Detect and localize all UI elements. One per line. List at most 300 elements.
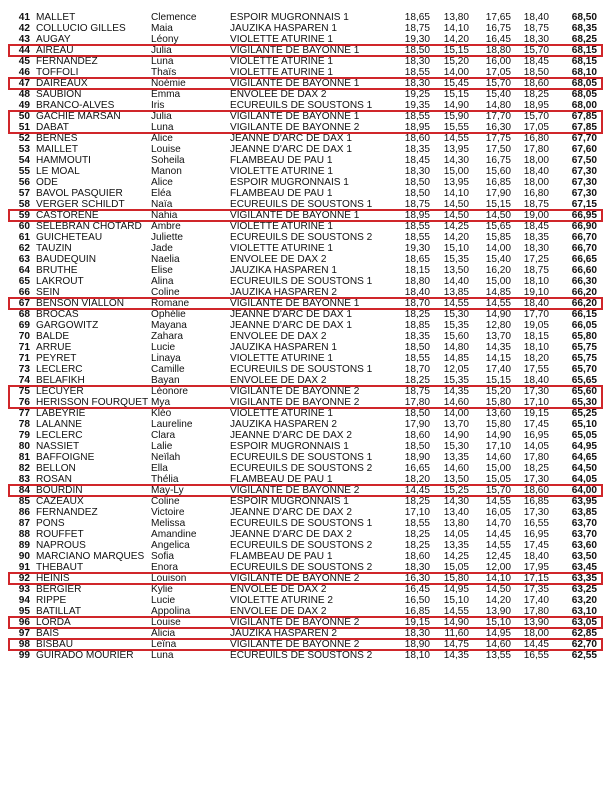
- last-name-cell: BAIS: [36, 628, 60, 639]
- club-cell: VIOLETTE ATURINE 1: [230, 56, 334, 67]
- total-cell: 64,65: [571, 452, 597, 463]
- rank-cell: 69: [18, 320, 30, 331]
- rank-cell: 45: [18, 56, 30, 67]
- total-cell: 65,80: [571, 331, 597, 342]
- score-2-cell: 15,45: [443, 78, 469, 89]
- rank-cell: 68: [18, 309, 30, 320]
- last-name-cell: LALANNE: [36, 419, 83, 430]
- table-row: [0, 364, 610, 375]
- rank-cell: 90: [18, 551, 30, 562]
- table-row: [0, 463, 610, 474]
- first-name-cell: Maia: [151, 23, 173, 34]
- table-row-highlighted: [0, 210, 610, 221]
- first-name-cell: Ophélie: [151, 309, 186, 320]
- first-name-cell: Laureline: [151, 419, 193, 430]
- club-cell: VIOLETTE ATURINE 1: [230, 34, 334, 45]
- club-cell: ECUREUILS DE SOUSTONS 2: [230, 540, 373, 551]
- score-3-cell: 15,70: [485, 485, 511, 496]
- total-cell: 66,90: [571, 221, 597, 232]
- score-1-cell: 18,30: [404, 56, 430, 67]
- score-1-cell: 18,45: [404, 155, 430, 166]
- total-cell: 68,15: [571, 56, 597, 67]
- score-4-cell: 17,30: [523, 507, 549, 518]
- score-3-cell: 15,70: [485, 78, 511, 89]
- club-cell: ENVOLEE DE DAX 2: [230, 375, 327, 386]
- rank-cell: 94: [18, 595, 30, 606]
- first-name-cell: Coline: [151, 287, 180, 298]
- last-name-cell: PEYRET: [36, 353, 77, 364]
- rank-cell: 58: [18, 199, 30, 210]
- last-name-cell: CASTORENE: [36, 210, 99, 221]
- score-4-cell: 17,70: [523, 309, 549, 320]
- last-name-cell: LECUYER: [36, 386, 84, 397]
- table-row: [0, 133, 610, 144]
- table-row: [0, 243, 610, 254]
- last-name-cell: LABEYRIE: [36, 408, 86, 419]
- score-4-cell: 17,40: [523, 595, 549, 606]
- rank-cell: 44: [18, 45, 30, 56]
- last-name-cell: ODE: [36, 177, 58, 188]
- score-3-cell: 16,85: [485, 177, 511, 188]
- last-name-cell: GUICHETEAU: [36, 232, 103, 243]
- club-cell: VIGILANTE DE BAYONNE 2: [230, 122, 360, 133]
- table-row: [0, 144, 610, 155]
- last-name-cell: VERGER SCHILDT: [36, 199, 125, 210]
- score-2-cell: 13,40: [443, 507, 469, 518]
- table-row: [0, 221, 610, 232]
- total-cell: 63,25: [571, 584, 597, 595]
- first-name-cell: Leïna: [151, 639, 177, 650]
- score-1-cell: 18,35: [404, 144, 430, 155]
- last-name-cell: BAVOL PASQUIER: [36, 188, 123, 199]
- table-row: [0, 452, 610, 463]
- club-cell: ENVOLEE DE DAX 2: [230, 331, 327, 342]
- first-name-cell: Julia: [151, 111, 172, 122]
- table-row: [0, 254, 610, 265]
- first-name-cell: Louise: [151, 617, 181, 628]
- last-name-cell: RIPPE: [36, 595, 67, 606]
- score-3-cell: 17,65: [485, 12, 511, 23]
- score-3-cell: 13,90: [485, 606, 511, 617]
- rank-cell: 59: [18, 210, 30, 221]
- rank-cell: 75: [18, 386, 30, 397]
- score-3-cell: 13,55: [485, 650, 511, 661]
- score-1-cell: 18,30: [404, 628, 430, 639]
- score-1-cell: 18,55: [404, 232, 430, 243]
- score-4-cell: 19,10: [523, 287, 549, 298]
- score-3-cell: 17,50: [485, 144, 511, 155]
- score-2-cell: 14,60: [443, 397, 469, 408]
- score-3-cell: 16,20: [485, 265, 511, 276]
- score-4-cell: 18,35: [523, 232, 549, 243]
- score-4-cell: 16,80: [523, 188, 549, 199]
- score-1-cell: 18,70: [404, 364, 430, 375]
- total-cell: 67,85: [571, 111, 597, 122]
- total-cell: 66,05: [571, 320, 597, 331]
- score-1-cell: 17,10: [404, 507, 430, 518]
- score-3-cell: 17,90: [485, 188, 511, 199]
- score-1-cell: 18,70: [404, 298, 430, 309]
- score-2-cell: 15,35: [443, 375, 469, 386]
- total-cell: 64,50: [571, 463, 597, 474]
- score-1-cell: 17,90: [404, 419, 430, 430]
- total-cell: 63,05: [571, 617, 597, 628]
- rank-cell: 48: [18, 89, 30, 100]
- last-name-cell: AUGAY: [36, 34, 71, 45]
- club-cell: VIOLETTE ATURINE 1: [230, 67, 334, 78]
- total-cell: 66,70: [571, 232, 597, 243]
- last-name-cell: LORDA: [36, 617, 71, 628]
- club-cell: ECUREUILS DE SOUSTONS 2: [230, 232, 373, 243]
- club-cell: ECUREUILS DE SOUSTONS 2: [230, 562, 373, 573]
- score-1-cell: 18,50: [404, 188, 430, 199]
- total-cell: 68,15: [571, 45, 597, 56]
- first-name-cell: Eléa: [151, 188, 172, 199]
- score-1-cell: 18,75: [404, 386, 430, 397]
- last-name-cell: LECLERC: [36, 364, 83, 375]
- rank-cell: 71: [18, 353, 30, 364]
- score-1-cell: 18,65: [404, 254, 430, 265]
- table-row-highlighted: [0, 386, 610, 397]
- score-2-cell: 14,60: [443, 463, 469, 474]
- score-2-cell: 14,90: [443, 430, 469, 441]
- score-3-cell: 13,60: [485, 408, 511, 419]
- score-4-cell: 14,05: [523, 441, 549, 452]
- club-cell: JAUZIKA HASPAREN 2: [230, 287, 337, 298]
- first-name-cell: Noémie: [151, 78, 186, 89]
- rank-cell: 78: [18, 419, 30, 430]
- score-4-cell: 17,30: [523, 474, 549, 485]
- score-1-cell: 18,80: [404, 276, 430, 287]
- score-4-cell: 15,70: [523, 45, 549, 56]
- score-3-cell: 15,05: [485, 474, 511, 485]
- first-name-cell: Alina: [151, 276, 174, 287]
- score-4-cell: 14,45: [523, 639, 549, 650]
- score-2-cell: 14,75: [443, 639, 469, 650]
- score-3-cell: 14,55: [485, 298, 511, 309]
- score-3-cell: 14,45: [485, 529, 511, 540]
- score-2-cell: 15,35: [443, 320, 469, 331]
- score-1-cell: 18,65: [404, 12, 430, 23]
- table-row: [0, 276, 610, 287]
- club-cell: VIOLETTE ATURINE 1: [230, 166, 334, 177]
- club-cell: ECUREUILS DE SOUSTONS 1: [230, 100, 373, 111]
- table-row-highlighted: [0, 397, 610, 408]
- club-cell: ECUREUILS DE SOUSTONS 2: [230, 650, 373, 661]
- total-cell: 65,70: [571, 364, 597, 375]
- score-2-cell: 13,70: [443, 419, 469, 430]
- score-2-cell: 15,15: [443, 45, 469, 56]
- total-cell: 63,85: [571, 507, 597, 518]
- club-cell: JEANNE D'ARC DE DAX 2: [230, 430, 352, 441]
- first-name-cell: Alicia: [151, 628, 176, 639]
- first-name-cell: Camille: [151, 364, 185, 375]
- score-4-cell: 17,80: [523, 452, 549, 463]
- rank-cell: 76: [18, 397, 30, 408]
- score-1-cell: 18,55: [404, 67, 430, 78]
- score-2-cell: 14,25: [443, 221, 469, 232]
- score-4-cell: 18,20: [523, 353, 549, 364]
- score-4-cell: 17,15: [523, 573, 549, 584]
- last-name-cell: LECLERC: [36, 430, 83, 441]
- score-1-cell: 18,50: [404, 177, 430, 188]
- first-name-cell: Julia: [151, 45, 172, 56]
- first-name-cell: Alice: [151, 177, 173, 188]
- club-cell: ENVOLEE DE DAX 2: [230, 254, 327, 265]
- rank-cell: 60: [18, 221, 30, 232]
- table-row: [0, 287, 610, 298]
- rank-cell: 81: [18, 452, 30, 463]
- first-name-cell: Neïlah: [151, 452, 181, 463]
- score-3-cell: 16,75: [485, 23, 511, 34]
- score-2-cell: 14,50: [443, 199, 469, 210]
- score-4-cell: 18,25: [523, 463, 549, 474]
- score-1-cell: 18,75: [404, 199, 430, 210]
- last-name-cell: SAUBION: [36, 89, 82, 100]
- score-3-cell: 13,70: [485, 331, 511, 342]
- table-row: [0, 375, 610, 386]
- score-1-cell: 19,30: [404, 243, 430, 254]
- club-cell: VIOLETTE ATURINE 2: [230, 595, 334, 606]
- club-cell: JAUZIKA HASPAREN 1: [230, 342, 337, 353]
- score-3-cell: 14,60: [485, 639, 511, 650]
- table-row-highlighted: [0, 298, 610, 309]
- score-3-cell: 14,10: [485, 573, 511, 584]
- club-cell: VIGILANTE DE BAYONNE 2: [230, 397, 360, 408]
- score-1-cell: 18,25: [404, 529, 430, 540]
- score-2-cell: 15,90: [443, 111, 469, 122]
- score-4-cell: 18,30: [523, 243, 549, 254]
- rank-cell: 53: [18, 144, 30, 155]
- club-cell: JAUZIKA HASPAREN 1: [230, 265, 337, 276]
- first-name-cell: Clara: [151, 430, 176, 441]
- table-row: [0, 518, 610, 529]
- score-2-cell: 14,10: [443, 23, 469, 34]
- score-1-cell: 18,50: [404, 441, 430, 452]
- rank-cell: 84: [18, 485, 30, 496]
- first-name-cell: May-Ly: [151, 485, 184, 496]
- first-name-cell: Mayana: [151, 320, 187, 331]
- total-cell: 62,70: [571, 639, 597, 650]
- total-cell: 65,25: [571, 408, 597, 419]
- rank-cell: 66: [18, 287, 30, 298]
- score-4-cell: 16,95: [523, 529, 549, 540]
- club-cell: FLAMBEAU DE PAU 1: [230, 188, 333, 199]
- first-name-cell: Thaïs: [151, 67, 177, 78]
- score-4-cell: 18,00: [523, 155, 549, 166]
- rank-cell: 83: [18, 474, 30, 485]
- rank-cell: 52: [18, 133, 30, 144]
- table-row: [0, 551, 610, 562]
- score-3-cell: 16,75: [485, 155, 511, 166]
- table-row-highlighted: [0, 639, 610, 650]
- score-3-cell: 12,80: [485, 320, 511, 331]
- score-2-cell: 14,40: [443, 276, 469, 287]
- total-cell: 65,65: [571, 375, 597, 386]
- total-cell: 68,10: [571, 67, 597, 78]
- score-3-cell: 14,35: [485, 342, 511, 353]
- score-4-cell: 18,60: [523, 78, 549, 89]
- rank-cell: 64: [18, 265, 30, 276]
- first-name-cell: Iris: [151, 100, 165, 111]
- score-2-cell: 14,30: [443, 155, 469, 166]
- rank-cell: 54: [18, 155, 30, 166]
- first-name-cell: Soheila: [151, 155, 185, 166]
- score-3-cell: 15,10: [485, 617, 511, 628]
- total-cell: 63,70: [571, 518, 597, 529]
- rank-cell: 86: [18, 507, 30, 518]
- club-cell: ESPOIR MUGRONNAIS 1: [230, 441, 349, 452]
- total-cell: 63,95: [571, 496, 597, 507]
- last-name-cell: BERGIER: [36, 584, 82, 595]
- score-1-cell: 16,50: [404, 595, 430, 606]
- table-row-highlighted: [0, 78, 610, 89]
- score-4-cell: 16,85: [523, 496, 549, 507]
- score-2-cell: 14,10: [443, 188, 469, 199]
- club-cell: JEANNE D'ARC DE DAX 1: [230, 320, 352, 331]
- score-2-cell: 14,35: [443, 386, 469, 397]
- score-1-cell: 18,15: [404, 265, 430, 276]
- score-1-cell: 18,25: [404, 375, 430, 386]
- score-3-cell: 14,15: [485, 353, 511, 364]
- score-3-cell: 14,50: [485, 584, 511, 595]
- last-name-cell: NAPROUS: [36, 540, 86, 551]
- score-3-cell: 15,65: [485, 221, 511, 232]
- score-3-cell: 15,85: [485, 232, 511, 243]
- rank-cell: 77: [18, 408, 30, 419]
- last-name-cell: THEBAUT: [36, 562, 84, 573]
- last-name-cell: SEIN: [36, 287, 60, 298]
- last-name-cell: BRANCO-ALVES: [36, 100, 115, 111]
- rank-cell: 88: [18, 529, 30, 540]
- last-name-cell: ARRUE: [36, 342, 72, 353]
- score-1-cell: 16,85: [404, 606, 430, 617]
- rank-cell: 82: [18, 463, 30, 474]
- total-cell: 67,30: [571, 177, 597, 188]
- score-2-cell: 13,95: [443, 177, 469, 188]
- club-cell: VIGILANTE DE BAYONNE 2: [230, 573, 360, 584]
- score-3-cell: 15,80: [485, 419, 511, 430]
- score-1-cell: 18,60: [404, 133, 430, 144]
- last-name-cell: CAZEAUX: [36, 496, 84, 507]
- total-cell: 65,75: [571, 353, 597, 364]
- score-2-cell: 12,05: [443, 364, 469, 375]
- rank-cell: 73: [18, 364, 30, 375]
- last-name-cell: BISBAU: [36, 639, 74, 650]
- score-2-cell: 11,60: [444, 628, 469, 639]
- first-name-cell: Ambre: [151, 221, 181, 232]
- score-2-cell: 14,90: [443, 617, 469, 628]
- total-cell: 63,50: [571, 551, 597, 562]
- first-name-cell: Clemence: [151, 12, 197, 23]
- table-row: [0, 584, 610, 595]
- total-cell: 63,60: [571, 540, 597, 551]
- total-cell: 66,15: [571, 309, 597, 320]
- total-cell: 68,35: [571, 23, 597, 34]
- total-cell: 67,15: [571, 199, 597, 210]
- score-1-cell: 18,30: [404, 166, 430, 177]
- rank-cell: 62: [18, 243, 30, 254]
- first-name-cell: Kléo: [151, 408, 172, 419]
- rank-cell: 74: [18, 375, 30, 386]
- table-row: [0, 320, 610, 331]
- score-4-cell: 17,95: [523, 562, 549, 573]
- score-4-cell: 17,10: [523, 397, 549, 408]
- score-4-cell: 18,95: [523, 100, 549, 111]
- last-name-cell: BATILLAT: [36, 606, 82, 617]
- table-row: [0, 474, 610, 485]
- last-name-cell: BELLON: [36, 463, 76, 474]
- club-cell: ESPOIR MUGRONNAIS 1: [230, 496, 349, 507]
- last-name-cell: MARCIANO MARQUES: [36, 551, 145, 562]
- score-3-cell: 15,00: [485, 463, 511, 474]
- first-name-cell: Angelica: [151, 540, 190, 551]
- score-4-cell: 16,95: [523, 430, 549, 441]
- rank-cell: 93: [18, 584, 30, 595]
- score-3-cell: 17,70: [485, 111, 511, 122]
- total-cell: 63,35: [571, 573, 597, 584]
- club-cell: JEANNE D'ARC DE DAX 2: [230, 507, 352, 518]
- club-cell: VIGILANTE DE BAYONNE 2: [230, 386, 360, 397]
- total-cell: 67,60: [571, 144, 597, 155]
- total-cell: 66,20: [571, 287, 597, 298]
- club-cell: FLAMBEAU DE PAU 1: [230, 474, 333, 485]
- score-1-cell: 17,80: [404, 397, 430, 408]
- score-3-cell: 14,50: [485, 210, 511, 221]
- last-name-cell: GACHIE MARSAN: [36, 111, 121, 122]
- table-row: [0, 529, 610, 540]
- rank-cell: 98: [18, 639, 30, 650]
- score-3-cell: 17,75: [485, 133, 511, 144]
- score-2-cell: 15,20: [443, 56, 469, 67]
- first-name-cell: Lucie: [151, 342, 176, 353]
- score-2-cell: 15,35: [443, 254, 469, 265]
- score-3-cell: 17,10: [485, 441, 511, 452]
- table-row: [0, 89, 610, 100]
- table-row: [0, 650, 610, 661]
- first-name-cell: Melissa: [151, 518, 186, 529]
- score-2-cell: 15,30: [443, 309, 469, 320]
- score-2-cell: 14,30: [443, 496, 469, 507]
- last-name-cell: BENSON VIALLON: [36, 298, 125, 309]
- total-cell: 62,55: [571, 650, 597, 661]
- score-2-cell: 13,50: [443, 474, 469, 485]
- club-cell: ENVOLEE DE DAX 2: [230, 606, 327, 617]
- rank-cell: 50: [18, 111, 30, 122]
- score-2-cell: 13,80: [443, 12, 469, 23]
- score-2-cell: 15,15: [443, 89, 469, 100]
- rank-cell: 61: [18, 232, 30, 243]
- score-1-cell: 18,35: [404, 331, 430, 342]
- club-cell: VIGILANTE DE BAYONNE 2: [230, 617, 360, 628]
- club-cell: VIOLETTE ATURINE 1: [230, 353, 334, 364]
- score-2-cell: 15,55: [443, 122, 469, 133]
- table-row: [0, 507, 610, 518]
- table-row: [0, 265, 610, 276]
- total-cell: 64,00: [571, 485, 597, 496]
- table-row: [0, 23, 610, 34]
- table-row-highlighted: [0, 45, 610, 56]
- club-cell: VIGILANTE DE BAYONNE 1: [230, 45, 360, 56]
- score-3-cell: 16,45: [485, 34, 511, 45]
- score-3-cell: 15,15: [485, 375, 511, 386]
- rank-cell: 51: [18, 122, 30, 133]
- score-1-cell: 19,30: [404, 34, 430, 45]
- last-name-cell: BROCAS: [36, 309, 79, 320]
- first-name-cell: Naelia: [151, 254, 180, 265]
- last-name-cell: FERNANDEZ: [36, 507, 98, 518]
- table-row: [0, 199, 610, 210]
